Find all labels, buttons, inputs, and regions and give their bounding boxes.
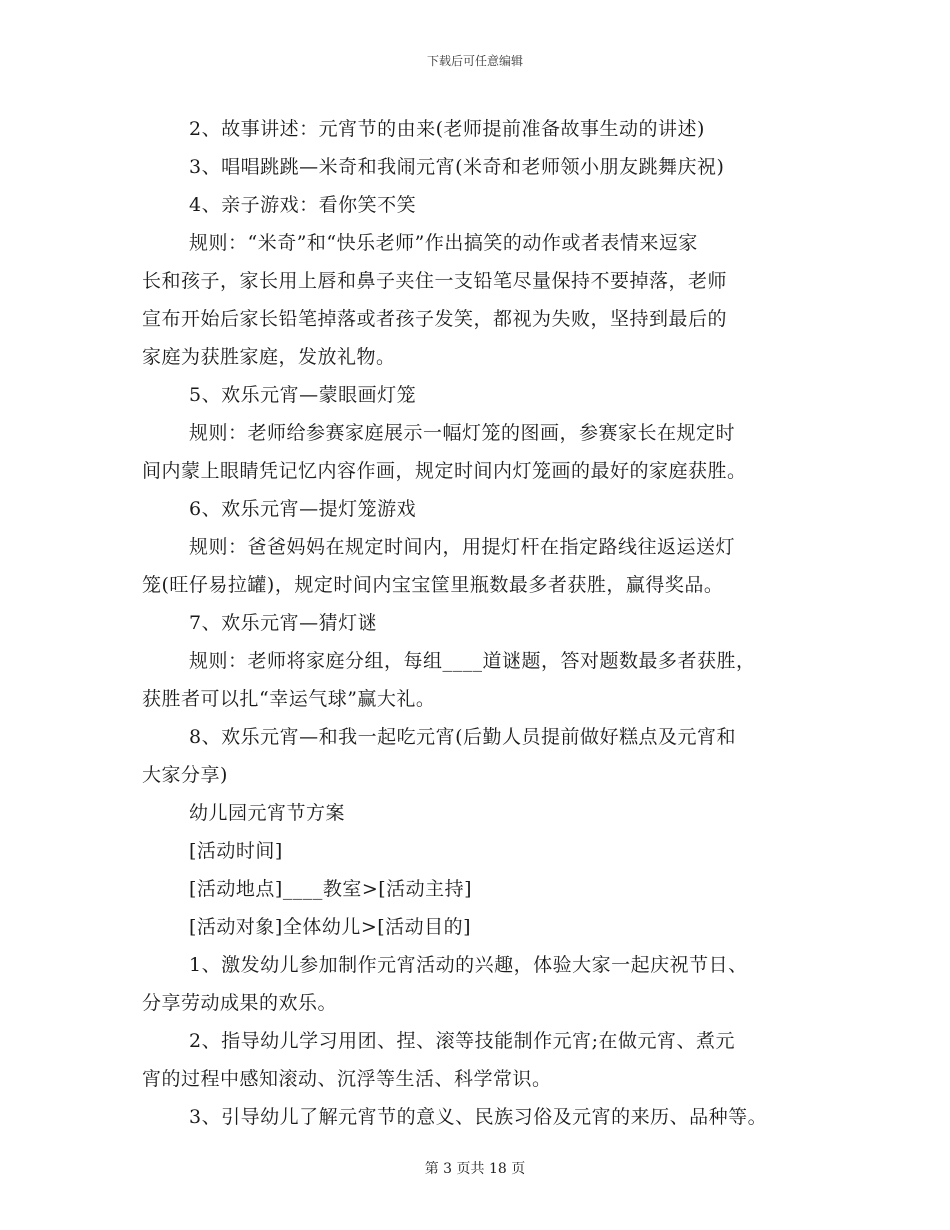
paragraph-line: [活动时间] [189,840,283,862]
paragraph-line: 宵的过程中感知滚动、沉浮等生活、科学常识。 [142,1068,552,1090]
paragraph-line: 宣布开始后家长铅笔掉落或者孩子发笑，都视为失败，坚持到最后的 [142,308,728,330]
paragraph-line: 规则：爸爸妈妈在规定时间内，用提灯杆在指定路线往返运送灯 [189,536,736,558]
paragraph-line: 6、欢乐元宵—提灯笼游戏 [189,498,417,520]
paragraph-line: 规则：“米奇”和“快乐老师”作出搞笑的动作或者表情来逗家 [189,232,698,254]
paragraph-line: 7、欢乐元宵—猜灯谜 [189,612,378,634]
paragraph-line: 8、欢乐元宵—和我一起吃元宵(后勤人员提前做好糕点及元宵和 [189,726,737,748]
paragraph-line: 家庭为获胜家庭，发放礼物。 [142,346,396,368]
paragraph-line: 获胜者可以扎“幸运气球”赢大礼。 [142,688,436,710]
paragraph-line: 2、指导幼儿学习用团、捏、滚等技能制作元宵;在做元宵、煮元 [189,1030,735,1052]
paragraph-line: 长和孩子，家长用上唇和鼻子夹住一支铅笔尽量保持不要掉落，老师 [142,270,728,292]
paragraph-line: 2、故事讲述：元宵节的由来(老师提前准备故事生动的讲述) [189,118,705,140]
paragraph-line: [活动对象]全体幼儿>[活动目的] [189,916,472,938]
paragraph-line: 3、唱唱跳跳—米奇和我闹元宵(米奇和老师领小朋友跳舞庆祝) [189,156,725,178]
section-title: 幼儿园元宵节方案 [189,802,346,824]
document-body [142,110,832,1136]
page-header: 下载后可任意编辑 [426,54,523,68]
paragraph-line: 间内蒙上眼睛凭记忆内容作画，规定时间内灯笼画的最好的家庭获胜。 [142,460,747,482]
paragraph-line: 1、激发幼儿参加制作元宵活动的兴趣，体验大家一起庆祝节日、 [189,954,748,976]
paragraph-line: 4、亲子游戏：看你笑不笑 [189,194,417,216]
paragraph-line: [活动地点]____教室>[活动主持] [189,878,473,900]
paragraph-line: 5、欢乐元宵—蒙眼画灯笼 [189,384,417,406]
paragraph-line: 笼(旺仔易拉罐)，规定时间内宝宝筐里瓶数最多者获胜，赢得奖品。 [142,574,724,596]
paragraph-line: 规则：老师给参赛家庭展示一幅灯笼的图画，参赛家长在规定时 [189,422,736,444]
paragraph-line: 分享劳动成果的欢乐。 [142,992,338,1014]
page-footer: 第 3 页共 18 页 [424,1161,526,1177]
paragraph-line: 规则：老师将家庭分组，每组____道谜题，答对题数最多者获胜， [189,650,756,672]
paragraph-line: 大家分享) [142,764,228,786]
paragraph-line: 3、引导幼儿了解元宵节的意义、民族习俗及元宵的来历、品种等。 [189,1106,768,1128]
